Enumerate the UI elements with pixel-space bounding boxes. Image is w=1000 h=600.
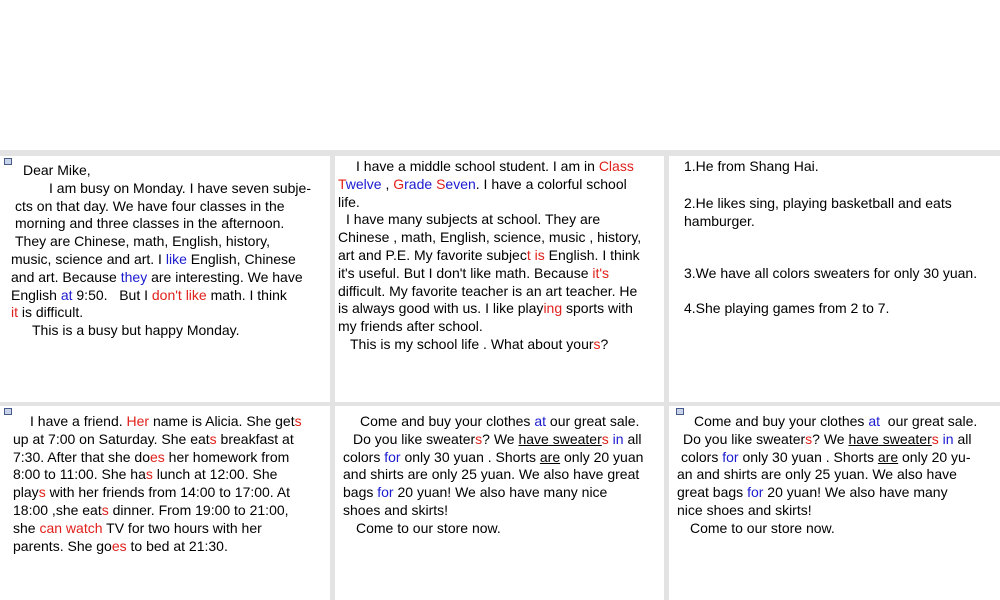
- text-span: They are Chinese, math, English, history,: [15, 233, 270, 250]
- text-span: is always good with us. I like play: [338, 300, 544, 317]
- text-span: are interesting. We have: [147, 268, 303, 285]
- panel-grid: [0, 150, 1000, 600]
- text-span: 9:50. But I: [72, 286, 152, 303]
- text-line: [677, 431, 994, 449]
- text-span: only 30 yuan . Shorts: [400, 448, 540, 465]
- text-line: [341, 431, 660, 449]
- text-line: [12, 413, 324, 431]
- text-line: [8, 322, 324, 340]
- text-span: s: [145, 466, 153, 483]
- text-span: even: [445, 175, 476, 192]
- text-span: only 30 yuan . Shorts: [738, 448, 878, 465]
- text-span: with her friends from 14:00 to 17:00. At: [45, 484, 291, 501]
- text-line: [12, 466, 324, 484]
- panel-clothes-sale: [335, 406, 664, 600]
- text-span: play: [13, 484, 39, 501]
- text-span: Chinese , math, English, science, music , history,: [338, 229, 642, 246]
- text-line: [341, 502, 660, 520]
- text-span: morning and three classes in the afternoon.: [15, 215, 285, 232]
- text-span: it's: [592, 264, 610, 281]
- sentence-1: [684, 158, 994, 176]
- text-span: s: [294, 413, 302, 429]
- text-span: Class: [598, 158, 634, 174]
- text-line: [341, 413, 660, 431]
- text-span: great bags: [677, 484, 748, 501]
- text-span: hamburger.: [684, 212, 755, 229]
- text-span: life.: [338, 193, 360, 210]
- text-span: s: [475, 430, 483, 447]
- text-span: for: [384, 448, 401, 465]
- text-span: ing: [543, 300, 563, 317]
- text-span: all: [953, 430, 972, 447]
- text-span: for: [747, 484, 764, 501]
- text-span: and shirts are only 25 yuan. We also have great: [343, 466, 640, 483]
- text-span: S: [436, 175, 446, 192]
- text-span: in: [942, 430, 954, 447]
- text-span: I have many subjects at school. They are: [346, 211, 601, 228]
- text-span: 7:30. After that she do: [13, 448, 150, 465]
- sentence-2-cont: [684, 213, 994, 231]
- text-span: ,: [381, 175, 394, 192]
- text-span: s: [101, 501, 109, 518]
- text-span: don't like: [151, 286, 207, 303]
- text-span: my friends after school.: [338, 318, 483, 335]
- text-span: 20 yuan! We also have many: [763, 484, 948, 501]
- text-line: [12, 502, 324, 520]
- text-span: breakfast at: [216, 430, 294, 447]
- text-span: 4.She playing games from 2 to 7.: [684, 300, 890, 317]
- text-span: all: [623, 430, 642, 447]
- text-line: [338, 247, 658, 265]
- text-span: name is Alicia. She get: [149, 413, 295, 429]
- text-line: [338, 300, 658, 318]
- text-span: sports with: [562, 300, 633, 317]
- text-line: [8, 215, 324, 233]
- text-span: ? We: [482, 430, 519, 447]
- panel-error-sentences: [669, 156, 1000, 402]
- text-span: ?: [600, 335, 609, 352]
- text-line: [12, 520, 324, 538]
- text-line: [338, 211, 658, 229]
- text-span: Her: [126, 413, 150, 429]
- text-span: 20 yuan! We also have many nice: [393, 484, 608, 501]
- text-span: parents. She go: [13, 537, 112, 554]
- text-span: . I have a colorful school: [475, 175, 627, 192]
- text-line: [12, 484, 324, 502]
- image-placeholder-icon: [4, 158, 12, 165]
- text-span: at: [534, 413, 547, 429]
- panel-school-life: [335, 156, 664, 402]
- text-line: [338, 283, 658, 301]
- text-line: [338, 176, 658, 194]
- text-line: [677, 502, 994, 520]
- sentence-3: [684, 265, 994, 283]
- text-span: only 20 yuan: [560, 448, 644, 465]
- text-span: English: [11, 286, 61, 303]
- text-span: our great sale.: [546, 413, 640, 429]
- text-line: [338, 336, 658, 354]
- text-span: math. I think: [206, 286, 287, 303]
- image-placeholder-icon: [4, 408, 12, 415]
- text-span: 2.He likes sing, playing basketball and eats: [684, 194, 952, 211]
- text-span: English, Chinese: [186, 250, 296, 267]
- text-span: T: [338, 175, 346, 192]
- text-span: an and shirts are only 25 yuan. We also have: [677, 466, 957, 483]
- text-span: This is a busy but happy Monday.: [32, 322, 240, 339]
- text-span: I have a friend.: [30, 413, 127, 429]
- text-line: [338, 194, 658, 212]
- text-span: Come to our store now.: [356, 519, 501, 536]
- text-span: This is my school life . What about your: [350, 335, 594, 352]
- text-span: for: [377, 484, 394, 501]
- text-span: her homework from: [164, 448, 290, 465]
- text-span: sweater: [548, 430, 602, 447]
- panel-clothes-sale-copy: [669, 406, 1000, 600]
- text-line: [341, 466, 660, 484]
- text-span: at: [868, 413, 881, 429]
- text-span: 18:00 ,she eat: [13, 501, 102, 518]
- text-line: [12, 431, 324, 449]
- text-line: [341, 449, 660, 467]
- text-span: at: [60, 286, 73, 303]
- text-line: [8, 162, 324, 180]
- text-span: have: [518, 430, 549, 447]
- text-span: G: [393, 175, 405, 192]
- image-placeholder-icon: [676, 408, 684, 415]
- text-span: to bed at 21:30.: [126, 537, 228, 554]
- text-span: Dear Mike,: [23, 162, 91, 178]
- text-line: [677, 484, 994, 502]
- text-span: es: [111, 537, 127, 554]
- text-line: [8, 233, 324, 251]
- text-line: [8, 180, 324, 198]
- text-line: [338, 265, 658, 283]
- text-span: es: [150, 448, 165, 465]
- text-line: [338, 318, 658, 336]
- text-line: [677, 520, 994, 538]
- text-span: she: [13, 519, 40, 536]
- sentence-2: [684, 195, 994, 213]
- text-span: art and P.E. My favorite subjec: [338, 246, 527, 263]
- text-span: colors: [343, 448, 385, 465]
- text-line: [8, 198, 324, 216]
- text-span: s: [931, 430, 939, 447]
- text-span: can watch: [39, 519, 103, 536]
- panel-friend-alicia: [0, 406, 330, 600]
- text-span: our great sale.: [880, 413, 978, 429]
- text-span: 8:00 to 11:00. She ha: [13, 466, 146, 483]
- text-span: Do you like sweater: [353, 430, 476, 447]
- text-span: is difficult.: [18, 304, 84, 321]
- text-span: for: [722, 448, 739, 465]
- text-span: 3.We have all colors sweaters for only 30 yuan.: [684, 265, 978, 282]
- text-span: up at 7:00 on Saturday. She eat: [13, 430, 210, 447]
- text-line: [8, 269, 324, 287]
- text-span: have: [848, 430, 879, 447]
- text-line: [341, 520, 660, 538]
- text-span: music, science and art. I: [11, 250, 166, 267]
- text-span: s: [593, 335, 601, 352]
- text-span: I have a middle school student. I am in: [356, 158, 599, 174]
- text-span: in: [612, 430, 624, 447]
- text-span: Come and buy your clothes: [694, 413, 869, 429]
- text-line: [677, 466, 994, 484]
- text-span: ? We: [812, 430, 849, 447]
- text-line: [341, 484, 660, 502]
- text-span: cts on that day. We have four classes in the: [15, 197, 285, 214]
- text-line: [12, 449, 324, 467]
- text-span: lunch at 12:00. She: [152, 466, 278, 483]
- text-span: sweater: [878, 430, 932, 447]
- text-span: nice shoes and skirts!: [677, 501, 812, 518]
- text-line: [338, 229, 658, 247]
- text-span: dinner. From 19:00 to 21:00,: [108, 501, 289, 518]
- text-span: it's useful. But I don't like math. Because: [338, 264, 593, 281]
- text-span: they: [120, 268, 148, 285]
- text-span: s: [601, 430, 609, 447]
- text-span: colors: [681, 448, 723, 465]
- text-span: and art. Because: [11, 268, 121, 285]
- text-span: s: [805, 430, 813, 447]
- text-span: rade: [404, 175, 437, 192]
- text-line: [8, 251, 324, 269]
- text-span: shoes and skirts!: [343, 501, 449, 518]
- text-span: only 20 yu-: [898, 448, 971, 465]
- text-span: TV for two hours with her: [102, 519, 262, 536]
- text-span: English. I think: [544, 246, 640, 263]
- text-line: [338, 158, 658, 176]
- text-span: Do you like sweater: [683, 430, 806, 447]
- text-span: it: [11, 304, 18, 321]
- text-line: [677, 413, 994, 431]
- text-span: Come to our store now.: [690, 519, 835, 536]
- text-line: [12, 538, 324, 556]
- text-line: [8, 304, 324, 322]
- panel-letter-busy-monday: [0, 156, 330, 402]
- text-span: are: [877, 448, 899, 465]
- text-span: s: [209, 430, 217, 447]
- text-span: like: [165, 250, 187, 267]
- text-span: bags: [343, 484, 378, 501]
- text-span: t is: [526, 246, 545, 263]
- text-span: are: [539, 448, 561, 465]
- text-span: s: [38, 484, 46, 501]
- text-span: welve: [345, 175, 382, 192]
- text-line: [8, 287, 324, 305]
- text-span: Come and buy your clothes: [360, 413, 535, 429]
- text-span: I am busy on Monday. I have seven subje-: [49, 179, 311, 196]
- text-span: 1.He from Shang Hai.: [684, 158, 819, 174]
- sentence-4: [684, 300, 994, 318]
- text-line: [677, 449, 994, 467]
- text-span: difficult. My favorite teacher is an art teacher. He: [338, 282, 638, 299]
